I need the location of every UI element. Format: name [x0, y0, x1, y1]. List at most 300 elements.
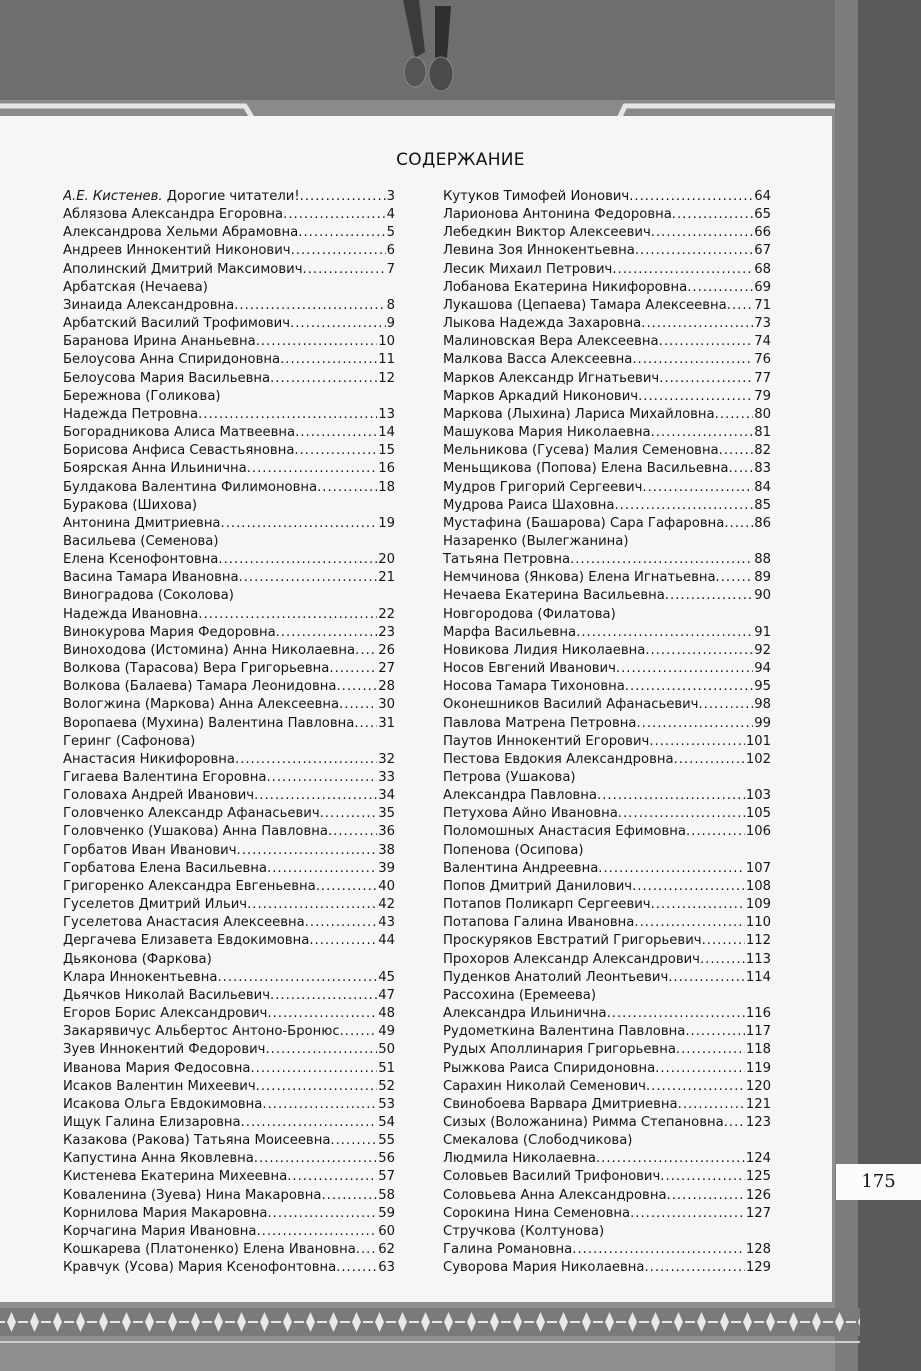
dot-leader [329, 660, 377, 678]
toc-entry[interactable] [63, 624, 395, 642]
toc-entry[interactable] [443, 969, 771, 987]
toc-right-column [443, 188, 771, 1277]
toc-entry-name: Вологжина (Маркова) Анна Алексеевна [63, 697, 340, 713]
dot-leader [262, 1096, 377, 1114]
toc-entry[interactable] [63, 460, 395, 478]
toc-entry-name: Новикова Лидия Николаевна [443, 642, 646, 658]
toc-entry-page: 103 [745, 788, 771, 804]
toc-entry[interactable] [443, 951, 771, 969]
toc-entry-page: 119 [745, 1060, 771, 1076]
toc-entry[interactable] [443, 878, 771, 896]
toc-entry[interactable] [443, 1259, 771, 1277]
toc-entry[interactable] [443, 660, 771, 678]
toc-entry-page: 128 [745, 1242, 771, 1258]
toc-entry-page: 95 [754, 679, 771, 695]
dot-leader [354, 715, 377, 733]
toc-entry-name: Петухова Айно Ивановна [443, 806, 618, 822]
toc-entry-page: 80 [754, 406, 771, 422]
toc-entry[interactable] [443, 914, 771, 932]
toc-entry[interactable] [443, 460, 771, 478]
toc-entry[interactable] [63, 1168, 395, 1186]
toc-entry-name: Соловьева Анна Александровна [443, 1187, 667, 1203]
dot-leader [641, 315, 753, 333]
toc-entry-name: Лесик Михаил Петрович [443, 261, 613, 277]
toc-entry-page: 108 [745, 878, 771, 894]
toc-entry-name: Валентина Андреевна [443, 860, 599, 876]
toc-entry[interactable] [63, 315, 395, 333]
dot-leader [596, 1150, 745, 1168]
dot-leader [698, 696, 753, 714]
toc-entry[interactable] [63, 1005, 395, 1023]
toc-entry-name: Оконешников Василий Афанасьевич [443, 697, 699, 713]
toc-entry-page: 84 [754, 479, 771, 495]
toc-entry-page: 18 [378, 479, 395, 495]
toc-entry-page: 39 [378, 860, 395, 876]
toc-entry-page: 98 [754, 697, 771, 713]
toc-left-column [63, 188, 395, 1277]
toc-entry[interactable] [63, 515, 395, 533]
toc-entry-name: Елена Ксенофонтовна [63, 552, 219, 568]
dot-leader [356, 1241, 377, 1259]
toc-entry[interactable] [63, 261, 395, 279]
dot-leader [618, 805, 745, 823]
toc-entry-first-line: Петрова (Ушакова) [443, 770, 576, 785]
dot-leader [651, 896, 745, 914]
toc-entry[interactable] [63, 642, 395, 660]
toc-entry-name: Лыкова Надежда Захаровна [443, 316, 642, 332]
toc-entry[interactable] [443, 479, 771, 497]
toc-entry-page: 85 [754, 497, 771, 513]
toc-entry[interactable] [443, 1078, 771, 1096]
toc-entry[interactable] [443, 224, 771, 242]
medal-icon [385, 0, 475, 96]
toc-entry[interactable] [443, 715, 771, 733]
toc-entry[interactable] [63, 715, 395, 733]
toc-entry-name: Ищук Галина Елизаровна [63, 1114, 241, 1130]
dot-leader [715, 406, 754, 424]
toc-entry[interactable] [443, 896, 771, 914]
toc-entry-name: Малкова Васса Алексеевна [443, 352, 633, 368]
toc-entry-page: 63 [378, 1260, 395, 1276]
toc-entry-name: Волкова (Тарасова) Вера Григорьевна [63, 661, 330, 677]
dot-leader [340, 1023, 378, 1041]
toc-entry[interactable] [63, 1187, 395, 1205]
toc-entry-page: 116 [745, 1006, 771, 1022]
dot-leader [336, 1259, 377, 1277]
toc-entry[interactable] [443, 678, 771, 696]
dot-leader [630, 1205, 745, 1223]
dot-leader [303, 261, 386, 279]
toc-entry-name: Суворова Мария Николаевна [443, 1260, 645, 1276]
dot-leader [607, 1005, 745, 1023]
toc-entry-first-line: Назаренко (Вылегжанина) [443, 533, 629, 549]
dot-leader [572, 1241, 745, 1259]
toc-entry-name: Арбатский Василий Трофимович [63, 316, 291, 332]
toc-entry[interactable] [63, 896, 395, 914]
toc-entry-name: Андреев Иннокентий Никонович [63, 243, 291, 259]
dot-leader [221, 515, 378, 533]
toc-entry[interactable] [63, 932, 395, 950]
toc-entry-name: Сарахин Николай Семенович [443, 1078, 646, 1094]
dot-leader [265, 1041, 377, 1059]
toc-entry[interactable] [443, 642, 771, 660]
toc-entry[interactable] [443, 787, 771, 805]
toc-entry-page: 59 [378, 1205, 395, 1221]
toc-entry-name: Меньщикова (Попова) Елена Васильевна [443, 461, 729, 477]
dot-leader [636, 715, 753, 733]
toc-entry[interactable] [63, 1023, 395, 1041]
toc-entry-page: 50 [378, 1042, 395, 1058]
toc-entry-page: 27 [378, 661, 395, 677]
toc-entry-name: Мудрова Раиса Шаховна [443, 497, 615, 513]
toc-entry[interactable] [63, 842, 395, 860]
toc-entry-name: Воропаева (Мухина) Валентина Павловна [63, 715, 355, 731]
toc-entry[interactable] [63, 805, 395, 823]
toc-entry-name: Носов Евгений Иванович [443, 661, 616, 677]
toc-entry-page: 125 [745, 1169, 771, 1185]
toc-entry-page: 90 [754, 588, 771, 604]
dot-leader [254, 1150, 377, 1168]
toc-entry-name: Исаков Валентин Михеевич [63, 1078, 256, 1094]
dot-leader [659, 370, 753, 388]
toc-entry[interactable] [443, 442, 771, 460]
toc-entry-first-line: Буракова (Шихова) [63, 497, 198, 513]
dot-leader [309, 932, 377, 950]
toc-entry-name: Ларионова Антонина Федоровна [443, 207, 672, 223]
toc-entry-name: Паутов Иннокентий Егорович [443, 733, 650, 749]
toc-entry-name: Виноходова (Истомина) Анна Николаевна [63, 642, 356, 658]
toc-entry-page: 36 [378, 824, 395, 840]
toc-entry[interactable] [443, 696, 771, 714]
dot-leader [598, 860, 745, 878]
toc-entry-page: 121 [745, 1096, 771, 1112]
toc-entry-name: Левина Зоя Иннокентьевна [443, 243, 635, 259]
toc-entry[interactable] [63, 551, 395, 569]
toc-entry-name: Корчагина Мария Ивановна [63, 1223, 257, 1239]
dot-leader [702, 932, 745, 950]
dot-leader [700, 951, 745, 969]
toc-entry[interactable] [443, 1114, 771, 1132]
toc-entry-page: 68 [754, 261, 771, 277]
toc-entry-name: Мудров Григорий Сергеевич [443, 479, 643, 495]
toc-entry[interactable] [63, 569, 395, 587]
toc-entry-page: 48 [378, 1006, 395, 1022]
toc-entry[interactable] [63, 823, 395, 841]
toc-entry-page: 52 [378, 1078, 395, 1094]
dot-leader [267, 1005, 377, 1023]
toc-entry[interactable] [63, 1132, 395, 1150]
toc-entry-name: Капустина Анна Яковлевна [63, 1151, 254, 1167]
toc-entry[interactable] [63, 206, 395, 224]
toc-entry[interactable] [443, 1041, 771, 1059]
toc-entry-page: 6 [386, 243, 395, 259]
toc-entry[interactable] [443, 206, 771, 224]
toc-entry[interactable] [443, 751, 771, 769]
dot-leader [686, 823, 745, 841]
toc-entry[interactable] [63, 1114, 395, 1132]
toc-entry[interactable] [63, 751, 395, 769]
toc-entry-page: 71 [754, 297, 771, 313]
toc-entry[interactable] [443, 424, 771, 442]
toc-entry[interactable] [443, 551, 771, 569]
toc-entry-name: Головаха Андрей Иванович [63, 788, 255, 804]
toc-entry[interactable] [443, 1023, 771, 1041]
toc-entry-name: Рыжкова Раиса Спиридоновна [443, 1060, 656, 1076]
toc-entry[interactable] [443, 370, 771, 388]
toc-entry[interactable] [443, 188, 771, 206]
toc-entry-name: Поломошных Анастасия Ефимовна [443, 824, 686, 840]
toc-entry[interactable] [443, 388, 771, 406]
dot-leader [316, 878, 378, 896]
toc-entry[interactable] [63, 987, 395, 1005]
toc-entry-name: Гуселетов Дмитрий Ильич [63, 897, 248, 913]
toc-entry-page: 13 [378, 406, 395, 422]
toc-entry-page: 45 [378, 969, 395, 985]
toc-entry-name: Маркова (Лыхина) Лариса Михайловна [443, 406, 715, 422]
dot-leader [339, 696, 377, 714]
dot-leader [678, 1096, 745, 1114]
toc-entry-page: 57 [378, 1169, 395, 1185]
toc-entry[interactable] [443, 569, 771, 587]
toc-entry[interactable] [63, 406, 395, 424]
toc-entry-page: 110 [745, 915, 771, 931]
toc-entry-name: Рудометкина Валентина Павловна [443, 1024, 686, 1040]
dot-leader [651, 424, 754, 442]
toc-entry-page: 56 [378, 1151, 395, 1167]
toc-entry-page: 129 [745, 1260, 771, 1276]
toc-entry-name: Анастасия Никифоровна [63, 751, 235, 767]
dot-leader [276, 624, 378, 642]
toc-entry-name: Головченко (Ушакова) Анна Павловна [63, 824, 328, 840]
toc-entry-page: 53 [378, 1096, 395, 1112]
toc-entry[interactable] [63, 1096, 395, 1114]
toc-entry-name: Лебедкин Виктор Алексеевич [443, 225, 651, 241]
toc-entry[interactable] [63, 1223, 395, 1241]
toc-entry[interactable] [443, 805, 771, 823]
toc-entry[interactable] [63, 224, 395, 242]
toc-entry[interactable] [443, 333, 771, 351]
toc-entry[interactable] [63, 297, 395, 315]
toc-entry-name: Кистенева Екатерина Михеевна [63, 1169, 288, 1185]
toc-entry-first-line: Стручкова (Колтунова) [443, 1223, 605, 1239]
dot-leader [667, 1187, 745, 1205]
dot-leader [237, 842, 378, 860]
toc-entry-page: 94 [754, 661, 771, 677]
toc-entry-name: Сорокина Нина Семеновна [443, 1205, 631, 1221]
toc-entry-page: 105 [745, 806, 771, 822]
dot-leader [239, 569, 378, 587]
toc-entry-name: Марков Александр Игнатьевич [443, 370, 660, 386]
toc-entry[interactable] [443, 242, 771, 260]
toc-entry-page: 69 [754, 279, 771, 295]
toc-entry[interactable] [63, 333, 395, 351]
toc-entry[interactable] [63, 660, 395, 678]
dot-leader [632, 878, 745, 896]
toc-entry-page: 79 [754, 388, 771, 404]
toc-entry-name: Корнилова Мария Макаровна [63, 1205, 268, 1221]
toc-entry[interactable] [63, 1078, 395, 1096]
toc-entry-name: Людмила Николаевна [443, 1151, 596, 1167]
toc-entry-page: 82 [754, 443, 771, 459]
toc-entry-name: Павлова Матрена Петровна [443, 715, 637, 731]
dot-leader [235, 751, 377, 769]
dot-leader [629, 188, 753, 206]
dot-leader [642, 479, 753, 497]
dot-leader [644, 1259, 744, 1277]
toc-entry-page: 120 [745, 1078, 771, 1094]
toc-entry[interactable] [443, 1205, 771, 1223]
toc-entry[interactable] [443, 297, 771, 315]
toc-entry-page: 19 [378, 515, 395, 531]
toc-entry[interactable] [63, 860, 395, 878]
dot-leader [298, 224, 385, 242]
toc-entry-name: Зуев Иннокентий Федорович [63, 1042, 266, 1058]
dot-leader [267, 1205, 377, 1223]
toc-entry-first-line: Виноградова (Соколова) [63, 588, 234, 604]
dot-leader [659, 333, 754, 351]
toc-entry[interactable] [63, 1041, 395, 1059]
dot-leader [655, 1060, 745, 1078]
toc-entry-name: Потапов Поликарп Сергеевич [443, 897, 651, 913]
toc-entry-name: Галина Романовна [443, 1242, 573, 1258]
toc-entry-name: Исакова Ольга Евдокимовна [63, 1096, 263, 1112]
toc-entry[interactable] [63, 606, 395, 624]
dot-leader [198, 606, 377, 624]
toc-entry[interactable] [63, 479, 395, 497]
toc-entry[interactable] [443, 587, 771, 605]
toc-entry[interactable] [63, 678, 395, 696]
toc-entry-page: 9 [386, 316, 395, 332]
toc-entry[interactable] [63, 370, 395, 388]
toc-entry-name: Мельникова (Гусева) Малия Семеновна [443, 443, 719, 459]
dot-leader [674, 751, 745, 769]
dot-leader [355, 642, 377, 660]
dot-leader [687, 279, 753, 297]
toc-entry-name: Егоров Борис Александрович [63, 1006, 268, 1022]
toc-entry-page: 32 [378, 751, 395, 767]
toc-entry[interactable] [63, 351, 395, 369]
dot-leader [241, 1114, 378, 1132]
toc-entry-name: Свинобоева Варвара Дмитриевна [443, 1096, 678, 1112]
toc-entry[interactable] [443, 261, 771, 279]
toc-entry[interactable] [63, 424, 395, 442]
toc-entry[interactable] [63, 878, 395, 896]
toc-entry-page: 44 [378, 933, 395, 949]
toc-entry-page: 114 [745, 969, 771, 985]
toc-entry[interactable] [63, 696, 395, 714]
toc-entry-page: 14 [378, 425, 395, 441]
toc-entry[interactable] [63, 242, 395, 260]
toc-entry[interactable] [443, 279, 771, 297]
toc-entry-name: Горбатова Елена Васильевна [63, 860, 268, 876]
dot-leader [638, 388, 753, 406]
toc-entry-page: 89 [754, 570, 771, 586]
toc-entry-name: Васина Тамара Ивановна [63, 570, 239, 586]
toc-entry-name: Марков Аркадий Никонович [443, 388, 639, 404]
toc-entry-name: Лукашова (Цепаева) Тамара Алексеевна [443, 297, 727, 313]
dot-leader [256, 1078, 378, 1096]
toc-entry[interactable] [443, 624, 771, 642]
toc-entry[interactable] [443, 351, 771, 369]
toc-entry-page: 60 [378, 1223, 395, 1239]
toc-entry-page: 113 [745, 951, 771, 967]
toc-entry[interactable] [443, 1060, 771, 1078]
dot-leader [685, 1023, 745, 1041]
toc-entry[interactable] [63, 769, 395, 787]
toc-entry-first-line: Геринг (Сафонова) [63, 733, 196, 749]
toc-entry-page: 126 [745, 1187, 771, 1203]
toc-entry-page: 65 [754, 207, 771, 223]
toc-entry[interactable] [443, 932, 771, 950]
toc-entry[interactable] [63, 1150, 395, 1168]
toc-entry-page: 15 [378, 443, 395, 459]
toc-entry[interactable] [63, 1259, 395, 1277]
toc-entry[interactable] [443, 1005, 771, 1023]
toc-entry-author: А.Е. Кистенев. [63, 189, 163, 204]
toc-entry-name: Гигаева Валентина Егоровна [63, 770, 267, 785]
toc-entry-page: 81 [754, 425, 771, 441]
toc-entry[interactable] [63, 1241, 395, 1259]
toc-entry[interactable] [443, 823, 771, 841]
toc-entry[interactable] [443, 1187, 771, 1205]
toc-entry-name: Антонина Дмитриевна [63, 515, 221, 531]
toc-entry[interactable] [63, 442, 395, 460]
toc-entry[interactable] [443, 515, 771, 533]
toc-entry-name: Дорогие читатели! [162, 189, 300, 204]
dot-leader [330, 1132, 377, 1150]
toc-entry-page: 5 [386, 225, 395, 241]
dot-leader [290, 315, 386, 333]
toc-entry[interactable] [443, 1241, 771, 1259]
toc-entry-name: Аблязова Александра Егоровна [63, 207, 284, 223]
dot-leader [305, 914, 378, 932]
toc-entry-page: 106 [745, 824, 771, 840]
toc-entry-page: 8 [386, 297, 395, 313]
toc-entry[interactable] [443, 1150, 771, 1168]
toc-entry[interactable] [63, 188, 395, 206]
page-title: СОДЕРЖАНИЕ [396, 150, 525, 170]
toc-entry-name: Александра Павловна [443, 788, 597, 804]
toc-entry-page: 10 [378, 334, 395, 350]
toc-entry[interactable] [63, 1060, 395, 1078]
dot-leader [234, 297, 385, 315]
toc-entry[interactable] [443, 406, 771, 424]
toc-entry[interactable] [63, 914, 395, 932]
dot-leader [267, 860, 377, 878]
toc-entry-page: 16 [378, 461, 395, 477]
toc-entry[interactable] [443, 1168, 771, 1186]
toc-entry-name: Надежда Ивановна [63, 606, 199, 622]
toc-entry[interactable] [443, 1096, 771, 1114]
toc-entry[interactable] [63, 1205, 395, 1223]
toc-entry-page: 66 [754, 225, 771, 241]
dot-leader [300, 188, 386, 206]
toc-entry-page: 21 [378, 570, 395, 586]
toc-entry-page: 118 [745, 1042, 771, 1058]
toc-entry-first-line: Дьяконова (Фаркова) [63, 951, 212, 967]
toc-entry[interactable] [443, 497, 771, 515]
toc-entry[interactable] [443, 315, 771, 333]
toc-entry-page: 92 [754, 642, 771, 658]
dot-leader [283, 206, 385, 224]
toc-entry[interactable] [63, 969, 395, 987]
toc-entry-name: Прохоров Александр Александрович [443, 951, 700, 967]
dot-leader [651, 224, 753, 242]
toc-entry[interactable] [63, 787, 395, 805]
toc-entry[interactable] [443, 733, 771, 751]
dot-leader [294, 442, 377, 460]
toc-entry[interactable] [443, 860, 771, 878]
